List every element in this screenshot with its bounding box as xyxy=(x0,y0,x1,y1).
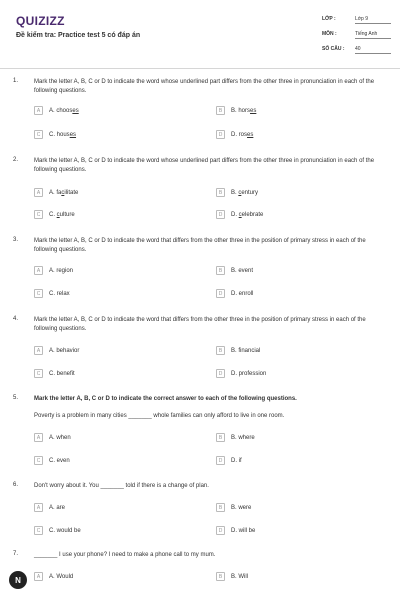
option-label xyxy=(231,505,251,511)
option-letter-box[interactable]: B xyxy=(216,188,225,197)
answer-option-b[interactable] xyxy=(216,433,255,442)
option-letter-box[interactable]: B xyxy=(216,433,225,442)
option-underlined-part: c xyxy=(61,189,65,196)
answer-option-a[interactable] xyxy=(34,433,71,442)
option-text-pre: B. event xyxy=(231,267,254,274)
answer-option-b[interactable] xyxy=(216,572,248,581)
option-label xyxy=(231,458,242,464)
option-underlined-part: c xyxy=(238,189,242,196)
option-letter-box[interactable]: C xyxy=(34,456,43,465)
option-text-post: ilitate xyxy=(64,189,79,196)
answer-option-a[interactable] xyxy=(34,346,79,355)
question-text: Mark the letter A, B, C or D to indicate the word whose underlined part differs from the other three in pronunciation in each of the following questions. xyxy=(34,79,375,94)
option-text-pre: C. relax xyxy=(49,290,70,297)
option-label xyxy=(49,371,75,377)
option-letter-box[interactable]: C xyxy=(34,130,43,139)
option-underlined-part: c xyxy=(56,211,60,218)
option-label xyxy=(231,435,255,441)
option-label xyxy=(49,505,65,511)
question-text: Mark the letter A, B, C or D to indicate the word that differs from the other three in the position of primary stress in each of the following questions. xyxy=(34,317,366,332)
question-number: 4. xyxy=(13,316,19,322)
option-label xyxy=(49,458,70,464)
option-label xyxy=(231,574,248,580)
page-title: Đề kiểm tra: Practice test 5 có đáp án xyxy=(16,32,141,39)
answer-option-a[interactable] xyxy=(34,106,79,115)
option-label xyxy=(49,435,71,441)
option-letter-box[interactable]: B xyxy=(216,572,225,581)
option-letter-box[interactable]: B xyxy=(216,266,225,275)
option-letter-box[interactable]: D xyxy=(216,526,225,535)
meta-subject: MÔN : Tiếng Anh xyxy=(322,31,391,39)
option-letter-box[interactable]: A xyxy=(34,188,43,197)
meta-grade: LỚP : Lớp 9 xyxy=(322,16,391,24)
option-text-pre: A. Would xyxy=(49,573,74,580)
option-letter-box[interactable]: C xyxy=(34,369,43,378)
answer-option-d[interactable] xyxy=(216,289,253,298)
answer-option-d[interactable] xyxy=(216,526,255,535)
option-letter-box[interactable]: C xyxy=(34,289,43,298)
answer-option-b[interactable] xyxy=(216,188,258,197)
option-label xyxy=(49,108,79,114)
question-number: 1. xyxy=(13,78,19,84)
answer-option-b[interactable] xyxy=(216,503,251,512)
question-text: Don't worry about it. You _______ told if there is a change of plan. xyxy=(34,483,209,489)
option-text-pre: A. behavior xyxy=(49,347,80,354)
answer-option-d[interactable] xyxy=(216,130,253,139)
option-letter-box[interactable]: A xyxy=(34,346,43,355)
answer-option-b[interactable] xyxy=(216,106,256,115)
option-text-post: elebrate xyxy=(241,211,264,218)
option-label xyxy=(49,212,75,218)
option-text-pre: D. profession xyxy=(231,370,267,377)
meta-question-count: SỐ CÂU : 40 xyxy=(322,46,391,54)
option-letter-box[interactable]: A xyxy=(34,433,43,442)
question-stem: Poverty is a problem in many cities _______ whole families can only afford to live in one room. xyxy=(34,413,285,419)
option-text-pre: B. financial xyxy=(231,347,261,354)
answer-option-d[interactable] xyxy=(216,369,266,378)
option-underlined-part: es xyxy=(247,131,254,138)
question-number: 6. xyxy=(13,482,19,488)
option-text-pre: C. hous xyxy=(49,131,70,138)
option-letter-box[interactable]: D xyxy=(216,289,225,298)
option-text-pre: A. are xyxy=(49,504,66,511)
option-label xyxy=(231,291,253,297)
option-label xyxy=(231,108,256,114)
answer-option-d[interactable] xyxy=(216,456,242,465)
question-text: Mark the letter A, B, C or D to indicate the word that differs from the other three in the position of primary stress in each of the following questions. xyxy=(34,238,366,253)
option-letter-box[interactable]: B xyxy=(216,346,225,355)
answer-option-a[interactable] xyxy=(34,503,65,512)
option-letter-box[interactable]: D xyxy=(216,210,225,219)
option-text-pre: A. when xyxy=(49,434,71,441)
question-number: 5. xyxy=(13,395,19,401)
option-label xyxy=(231,132,253,138)
option-letter-box[interactable]: D xyxy=(216,456,225,465)
option-label xyxy=(231,528,255,534)
option-label xyxy=(231,268,253,274)
option-label xyxy=(49,528,81,534)
answer-option-b[interactable] xyxy=(216,266,253,275)
option-label xyxy=(231,348,260,354)
quizizz-logo: QUIZIZZ xyxy=(16,14,65,28)
option-text-pre: B. were xyxy=(231,504,252,511)
option-label xyxy=(231,212,263,218)
option-text-pre: B. hors xyxy=(231,107,251,114)
question-text: Mark the letter A, B, C or D to indicate the word whose underlined part differs from the other three in pronunciation in each of the following questions. xyxy=(34,158,375,173)
option-underlined-part: es xyxy=(250,107,257,114)
option-text-pre: B. xyxy=(231,189,239,196)
answer-option-b[interactable] xyxy=(216,346,260,355)
option-text-pre: C. benefit xyxy=(49,370,75,377)
option-text-pre: C. even xyxy=(49,457,70,464)
option-letter-box[interactable]: B xyxy=(216,106,225,115)
page-header xyxy=(0,0,400,68)
option-label xyxy=(49,574,73,580)
answer-option-c[interactable] xyxy=(34,210,75,219)
option-letter-box[interactable]: A xyxy=(34,503,43,512)
option-text-post: entury xyxy=(241,189,259,196)
option-underlined-part: c xyxy=(238,211,242,218)
option-text-pre: B. where xyxy=(231,434,255,441)
question-number: 3. xyxy=(13,237,19,243)
option-text-pre: A. region xyxy=(49,267,74,274)
option-label xyxy=(49,348,79,354)
option-label xyxy=(49,190,78,196)
answer-option-a[interactable] xyxy=(34,188,78,197)
answer-option-d[interactable] xyxy=(216,210,263,219)
option-letter-box[interactable]: D xyxy=(216,369,225,378)
option-letter-box[interactable]: D xyxy=(216,130,225,139)
option-text-post: ulture xyxy=(59,211,75,218)
option-text-pre: D. xyxy=(231,211,239,218)
option-label xyxy=(49,268,73,274)
question-text: _______ I use your phone? I need to make a phone call to my mum. xyxy=(34,552,216,558)
option-letter-box[interactable]: A xyxy=(34,106,43,115)
option-text-pre: C. would be xyxy=(49,527,81,534)
option-text-pre: B. Will xyxy=(231,573,248,580)
option-letter-box[interactable]: C xyxy=(34,210,43,219)
option-text-pre: D. ros xyxy=(231,131,248,138)
option-label xyxy=(231,190,258,196)
option-text-pre: D. if xyxy=(231,457,242,464)
question-number: 7. xyxy=(13,551,19,557)
option-label xyxy=(49,132,76,138)
question-number: 2. xyxy=(13,157,19,163)
option-text-pre: A. fa xyxy=(49,189,62,196)
option-letter-box[interactable]: A xyxy=(34,572,43,581)
answer-option-c[interactable] xyxy=(34,289,70,298)
answer-option-a[interactable] xyxy=(34,572,73,581)
question-text: Mark the letter A, B, C or D to indicate the correct answer to each of the following questions. xyxy=(34,396,297,402)
answer-option-c[interactable] xyxy=(34,130,76,139)
option-text-pre: A. choos xyxy=(49,107,73,114)
option-letter-box[interactable]: A xyxy=(34,266,43,275)
avatar[interactable]: N xyxy=(9,571,27,589)
option-text-pre: C. xyxy=(49,211,57,218)
answer-option-a[interactable] xyxy=(34,266,73,275)
option-text-pre: D. will be xyxy=(231,527,256,534)
option-label xyxy=(49,291,70,297)
option-letter-box[interactable]: B xyxy=(216,503,225,512)
option-letter-box[interactable]: C xyxy=(34,526,43,535)
option-underlined-part: es xyxy=(69,131,77,138)
option-text-pre: D. enroll xyxy=(231,290,254,297)
answer-option-c[interactable] xyxy=(34,456,70,465)
option-underlined-part: es xyxy=(72,107,79,114)
header-divider xyxy=(0,68,400,69)
answer-option-c[interactable] xyxy=(34,369,75,378)
answer-option-c[interactable] xyxy=(34,526,81,535)
option-label xyxy=(231,371,266,377)
